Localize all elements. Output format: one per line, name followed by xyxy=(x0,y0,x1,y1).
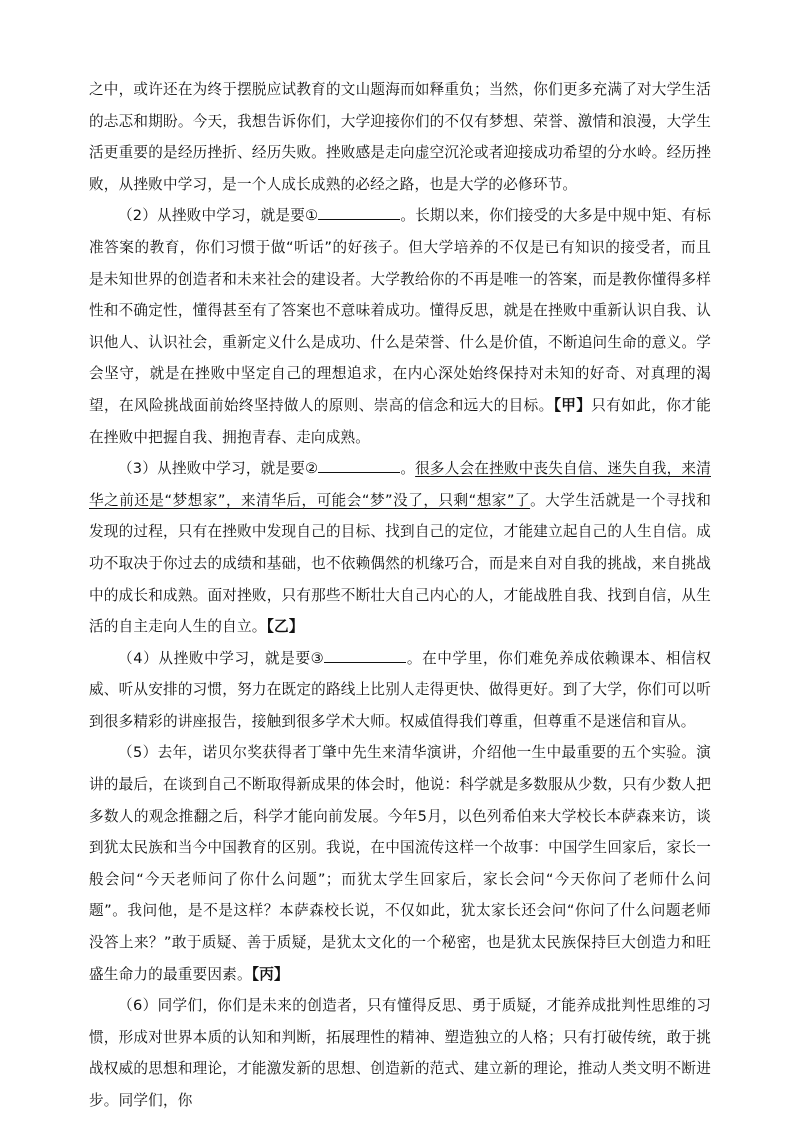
paragraph-3 xyxy=(89,453,711,643)
paragraph-intro: 之中，或许还在为终于摆脱应试教育的文山题海而如释重负；当然，你们更多充满了对大学生活的忐忑和期盼。今天，我想告诉你们，大学迎接你们的不仅有梦想、荣誉、激情和浪漫，大学生活更重要的是经历挫折、经历失败。挫败感是走向虚空沉沦或者迎接成功希望的分水岭。经历挫败，从挫败中学习，是一个人成长成熟的必经之路，也是大学的必修环节。 xyxy=(89,81,711,193)
paragraph-2-body: 。长期以来，你们接受的大多是中规中矩、有标准答案的教育，你们习惯于做“听话”的好孩子。但大学培养的不仅是已有知识的接受者，而且是未知世界的创造者和未来社会的建设者。大学教给你的不再是唯一的答案，而是教你懂得多样性和不确定性，懂得甚至有了答案也不意味着成功。懂得反思，就是在挫败中重新认识自我、认识他人、认识社会，重新定义什么是成功、什么是荣誉、什么是价值，不断追问生命的意义。学会坚守，就是在挫败中坚定自己的理想追求，在内心深处始终保持对未知的好奇、对真理的渴望，在风险挑战面前始终坚持做人的原则、崇高的信念和远大的目标。 xyxy=(89,207,712,414)
paragraph-2-tail: 只有如此，你才能在挫败中把握自我、拥抱青春、走向成熟。 xyxy=(89,396,712,446)
marker-jia: 【甲】 xyxy=(553,396,592,414)
document-page xyxy=(89,74,711,1117)
answer-blank-2 xyxy=(318,458,400,473)
paragraph-5 xyxy=(89,737,711,990)
paragraph-4-lead: （4）从挫败中学习，就是要③ xyxy=(118,649,325,667)
paragraph-3-period: 。 xyxy=(400,460,416,478)
paragraph-6: （6）同学们，你们是未来的创造者，只有懂得反思、勇于质疑，才能养成批判性思维的习惯，形成对世界本质的认知和判断，拓展理性的精神、塑造独立的人格；只有打破传统，敢于挑战权威的思想和理论，才能激发新的思想、创造新的范式、建立新的理论，推动人类文明不断进步。同学们，你 xyxy=(89,997,711,1109)
underlined-sentence: 很多人会在挫败中丧失自信、迷失自我，来清华之前还是“梦想家”，来清华后，可能会“梦”没了，只剩“想家”了 xyxy=(89,460,711,509)
paragraph-4 xyxy=(89,643,711,738)
paragraph-3-body: 。大学生活就是一个寻找和发现的过程，只有在挫败中发现自己的目标、找到自己的定位，才能建立起自己的人生自信。成功不取决于你过去的成绩和基础，也不依赖偶然的机缘巧合，而是来自对自我的挑战，来自挑战中的成长和成熟。面对挫败，只有那些不断壮大自己内心的人，才能战胜自我、找到自信，从生活的自主走向人生的自立。 xyxy=(89,491,711,636)
paragraph-4-body: 。在中学里，你们难免养成依赖课本、相信权威、听从安排的习惯，努力在既定的路线上比别人走得更快、做得更好。到了大学，你们可以听到很多精彩的讲座报告，接触到很多学术大师。权威值得我们尊重，但尊重不是迷信和盲从。 xyxy=(89,649,711,730)
answer-blank-1 xyxy=(318,205,400,220)
paragraph-2-lead: （2）从挫败中学习，就是要① xyxy=(118,207,319,225)
marker-yi: 【乙】 xyxy=(266,618,304,636)
marker-bing: 【丙】 xyxy=(251,965,289,983)
answer-blank-3 xyxy=(324,648,406,663)
paragraph-3-lead: （3）从挫败中学习，就是要② xyxy=(118,460,319,478)
paragraph-5-body: （5）去年，诺贝尔奖获得者丁肇中先生来清华演讲，介绍他一生中最重要的五个实验。演讲的最后，在谈到自己不断取得新成果的体会时，他说：科学就是多数服从少数，只有少数人把多数人的观念推翻之后，科学才能向前发展。今年5月，以色列希伯来大学校长本萨森来访，谈到犹太民族和当今中国教育的区别。我说，在中国流传这样一个故事：中国学生回家后，家长一般会问“今天老师问了你什么问题”；而犹太学生回家后，家长会问“今天你问了老师什么问题”。我问他，是不是这样？本萨森校长说，不仅如此，犹太家长还会问“你问了什么问题老师没答上来？”敢于质疑、善于质疑，是犹太文化的一个秘密，也是犹太民族保持巨大创造力和旺盛生命力的最重要因素。 xyxy=(89,744,711,983)
paragraph-2 xyxy=(89,200,711,453)
